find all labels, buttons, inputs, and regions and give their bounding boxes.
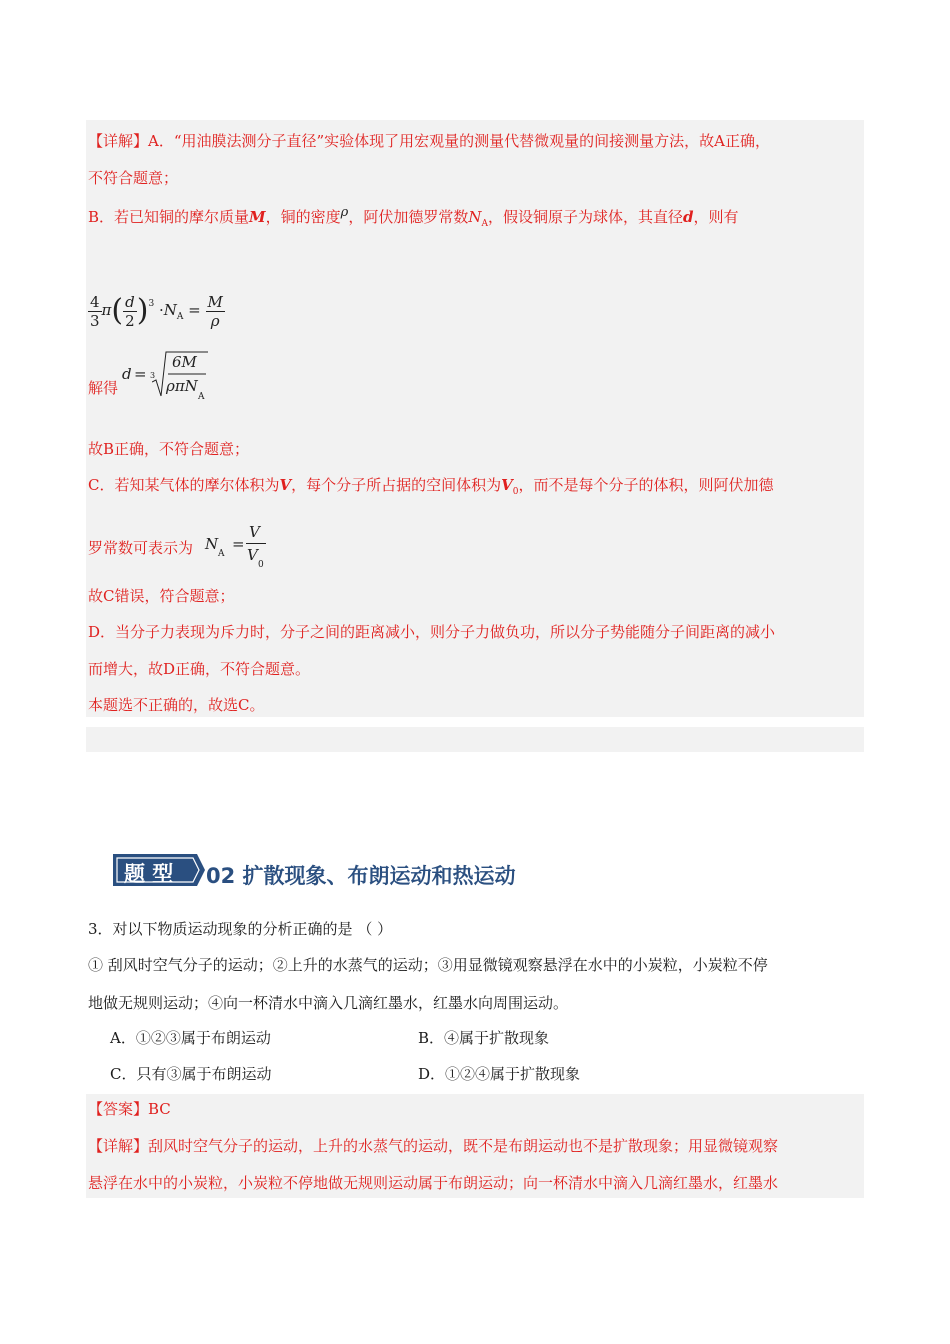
numerator: V bbox=[249, 523, 260, 541]
question-stem: 3．对以下物质运动现象的分析正确的是 （ ） bbox=[88, 920, 393, 938]
equals: = bbox=[232, 535, 245, 553]
explanation-line-a: 【详解】A．“用油膜法测分子直径”实验体现了用宏观量的测量代替微观量的间接测量方法，故A正确， bbox=[88, 132, 771, 150]
option-c: C．只有③属于布朗运动 bbox=[110, 1065, 272, 1083]
text: C．若知某气体的摩尔体积为 bbox=[88, 476, 280, 494]
explanation-line-b bbox=[88, 203, 738, 234]
text: ，阿伏加德罗常数 bbox=[348, 208, 469, 226]
denominator: ρπN bbox=[166, 377, 198, 395]
equals: = bbox=[134, 365, 147, 383]
var-m: M bbox=[249, 208, 266, 226]
section-title: 02 扩散现象、布朗运动和热运动 bbox=[206, 864, 516, 888]
explanation-line-a-cont: 不符合题意； bbox=[88, 169, 179, 187]
text: ，每个分子所占据的空间体积为 bbox=[291, 476, 502, 494]
var-d: d bbox=[682, 208, 694, 226]
numerator: 6M bbox=[172, 353, 197, 371]
explanation-line-d: D．当分子力表现为斥力时，分子之间的距离减小，则分子力做负功，所以分子势能随分子间距离的减小 bbox=[88, 623, 776, 641]
var-v0: V bbox=[501, 476, 513, 494]
conclusion-c: 故C错误，符合题意； bbox=[88, 587, 235, 605]
var-v: V bbox=[279, 476, 292, 494]
fraction-d-2: $\frac{d}{2}$ bbox=[125, 292, 135, 330]
question-line: 地做无规则运动；④向一杯清水中滴入几滴红墨水，红墨水向周围运动。 bbox=[88, 994, 569, 1012]
root-index: 3 bbox=[150, 371, 156, 380]
explanation-line-d-cont: 而增大，故D正确，不符合题意。 bbox=[88, 660, 311, 678]
fraction-4-3: $\frac{4}{3}$ bbox=[90, 292, 100, 330]
subscript: 0 bbox=[258, 560, 264, 570]
exponent: 3 bbox=[148, 299, 155, 309]
text: ，而不是每个分子的体积，则阿伏加德 bbox=[518, 476, 774, 494]
section-badge-text: 题 型 bbox=[124, 861, 174, 886]
explanation-line-c-cont: 罗常数可表示为 bbox=[88, 539, 194, 557]
subscript: 0 bbox=[512, 487, 519, 497]
blank-answer-area bbox=[86, 727, 864, 752]
option-d: D．①②④属于扩散现象 bbox=[418, 1065, 581, 1083]
var-n: N bbox=[468, 208, 482, 226]
var-d: d bbox=[122, 365, 132, 383]
equals: = bbox=[188, 301, 201, 319]
detail-line: 【详解】刮风时空气分子的运动，上升的水蒸气的运动，既不是布朗运动也不是扩散现象；用显微镜观察 bbox=[88, 1137, 779, 1155]
subscript: A bbox=[218, 549, 225, 559]
solve-label: 解得 bbox=[88, 379, 119, 397]
subscript: A bbox=[481, 219, 488, 229]
text: ，铜的密度 bbox=[265, 208, 341, 226]
text: ，则有 bbox=[693, 208, 739, 226]
question-line: ① 刮风时空气分子的运动；②上升的水蒸气的运动；③用显微镜观察悬浮在水中的小炭粒，小炭粒不停 bbox=[88, 956, 768, 974]
text: ，假设铜原子为球体，其直径 bbox=[487, 208, 683, 226]
explanation-line-c bbox=[88, 475, 774, 502]
var-n: N bbox=[163, 301, 177, 319]
option-a: A．①②③属于布朗运动 bbox=[110, 1029, 271, 1047]
formula-sphere-volume: $\frac{4}{3}$ π( $\frac{d}{2}$ )$^3 \cdot N_A$ = $\frac{M}{\rho}$ bbox=[90, 292, 223, 330]
pi: π bbox=[101, 301, 112, 319]
denominator: V bbox=[247, 546, 258, 564]
var-n: N bbox=[205, 535, 219, 553]
subscript: A bbox=[198, 392, 205, 402]
subscript: A bbox=[176, 312, 184, 322]
answer-label: 【答案】BC bbox=[88, 1100, 171, 1118]
dot: · bbox=[158, 301, 164, 319]
option-b: B．④属于扩散现象 bbox=[418, 1029, 550, 1047]
text: B．若已知铜的摩尔质量 bbox=[88, 208, 250, 226]
conclusion-b: 故B正确，不符合题意； bbox=[88, 440, 250, 458]
detail-line: 悬浮在水中的小炭粒，小炭粒不停地做无规则运动属于布朗运动；向一杯清水中滴入几滴红墨水，红墨水 bbox=[88, 1174, 779, 1192]
fraction-m-rho: $\frac{M}{\rho}$ bbox=[207, 292, 223, 330]
final-answer: 本题选不正确的，故选C。 bbox=[88, 696, 265, 714]
var-rho: ρ bbox=[340, 205, 349, 220]
